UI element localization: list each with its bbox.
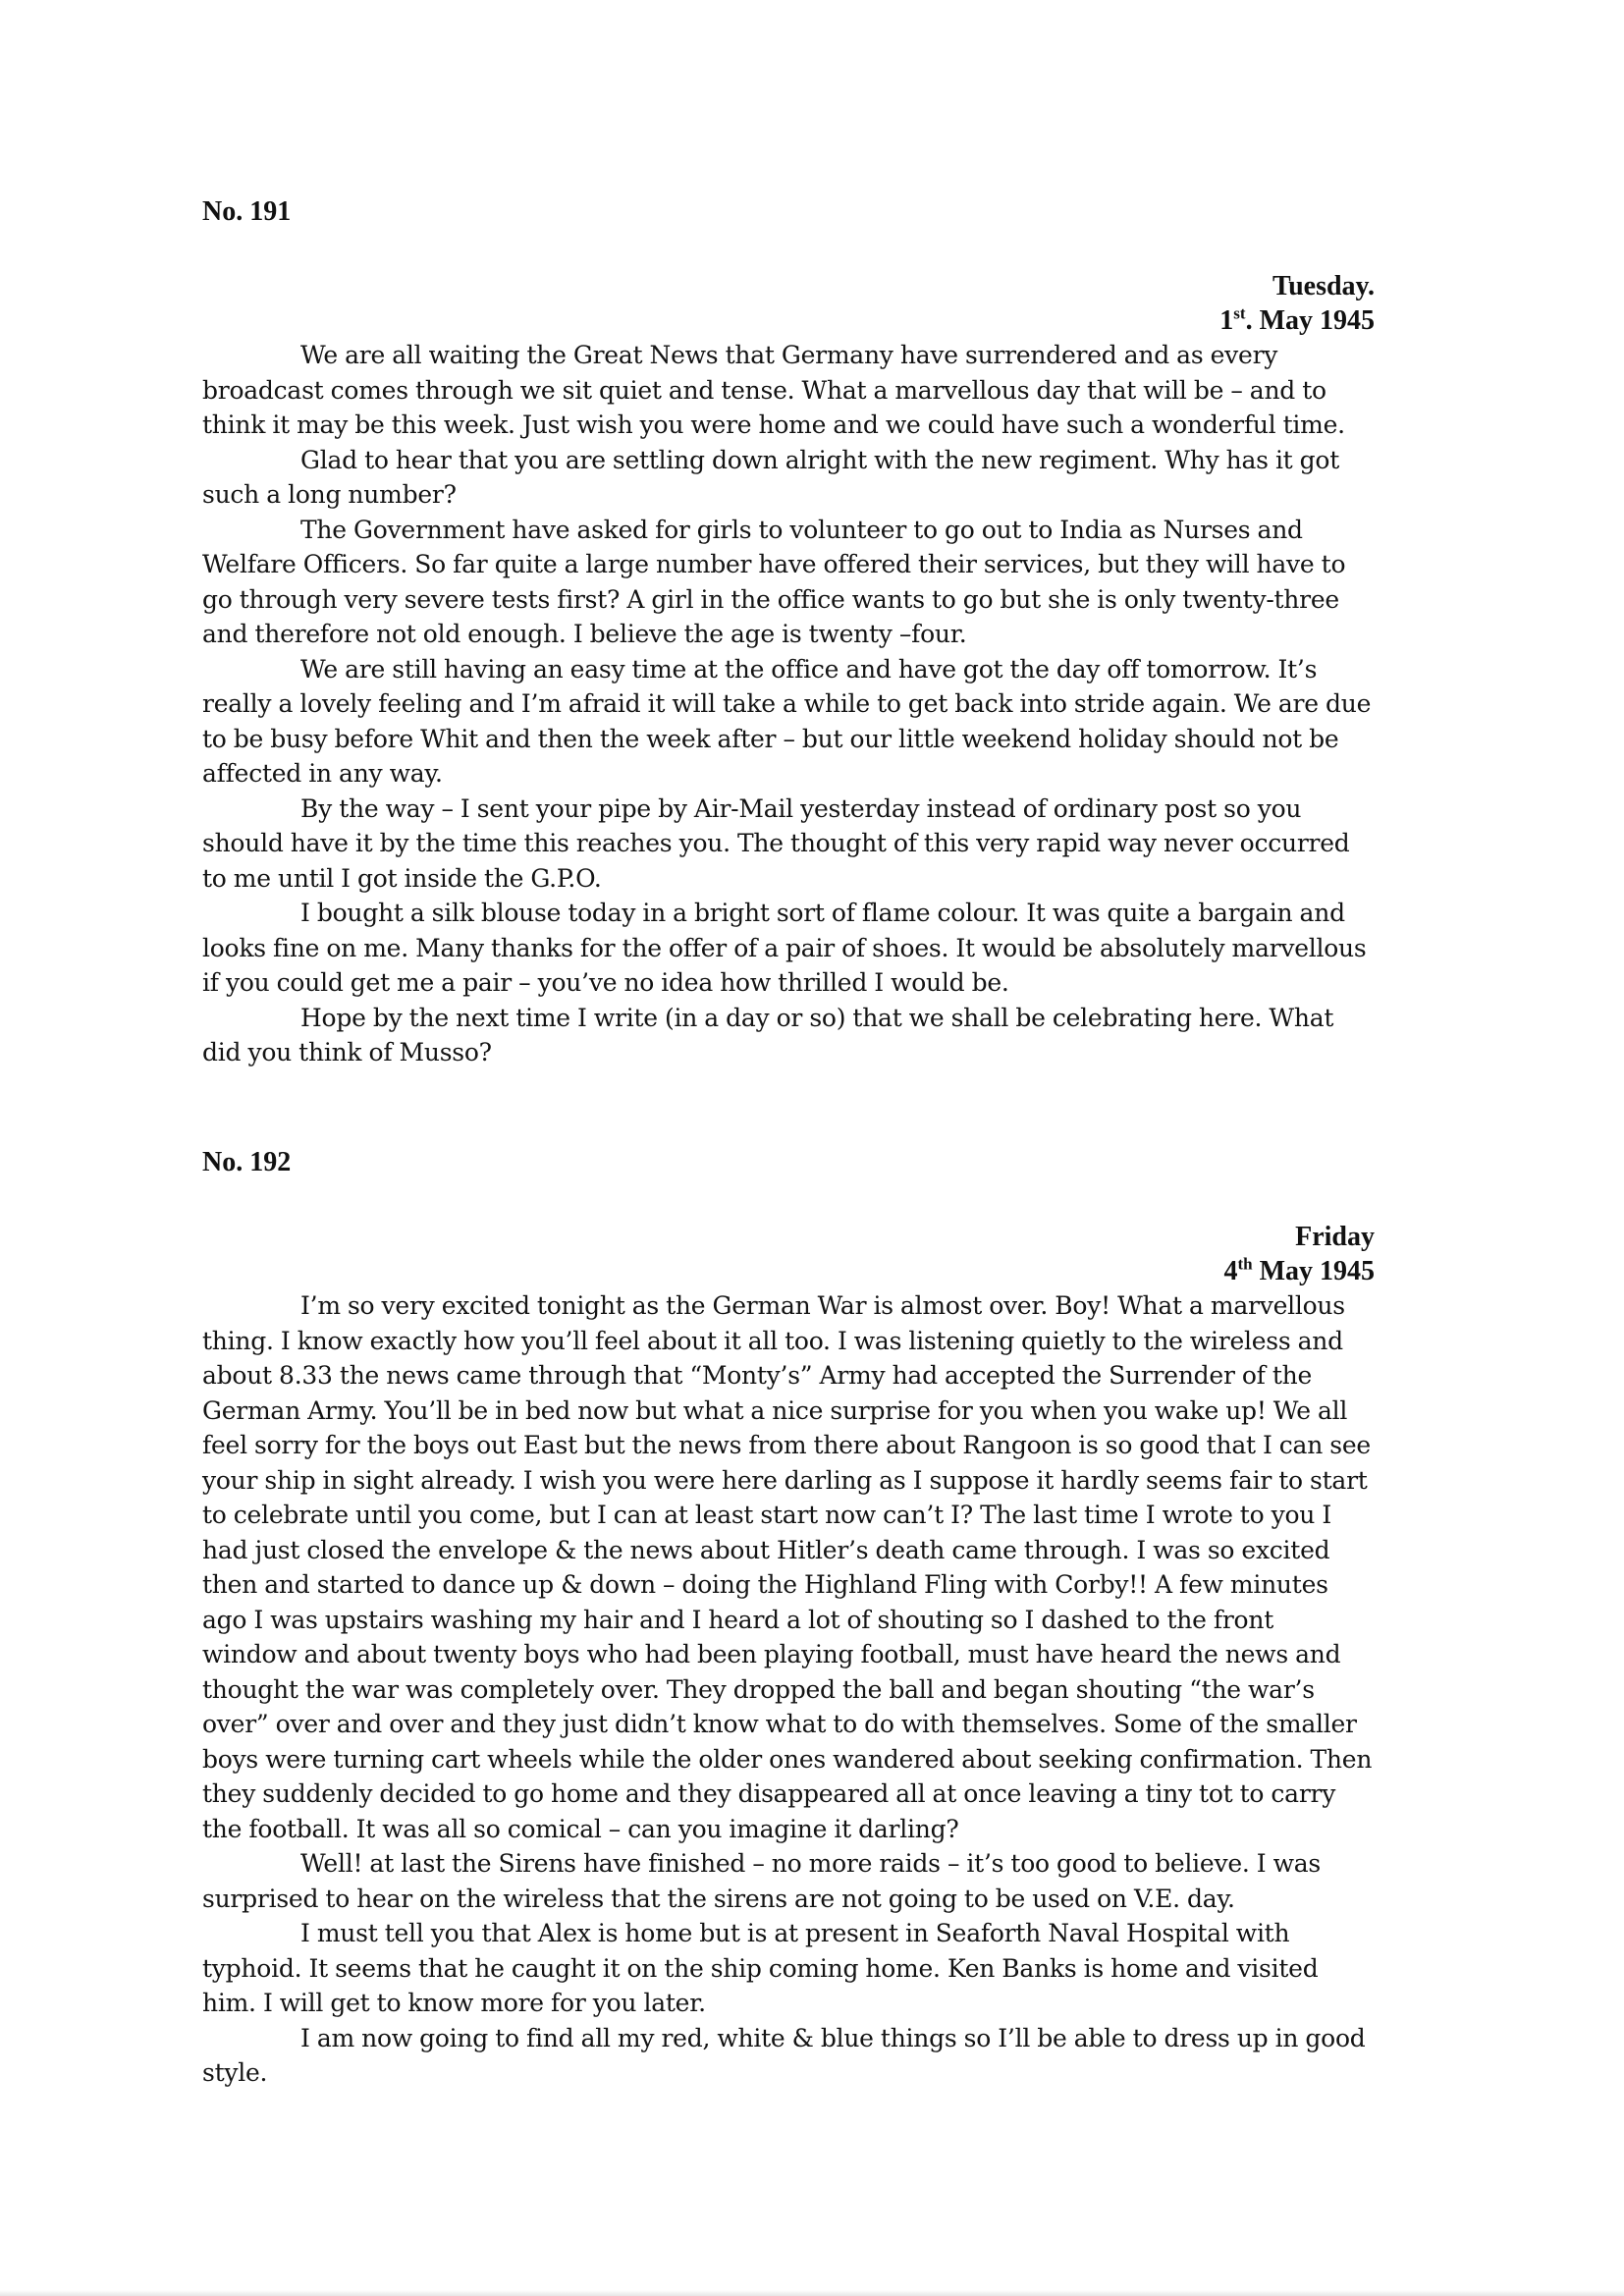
paragraph: Hope by the next time I write (in a day or so) that we shall be celebrating here. What did you think of Musso? [202, 1003, 1334, 1066]
date-ordinal: 1 [1219, 305, 1234, 336]
letter-number: No. 191 [202, 196, 292, 227]
date-month-year: . May 1945 [1245, 305, 1375, 336]
paragraph: We are all waiting the Great News that Germany have surrendered and as every broadcast comes through we sit quiet and tense. What a marvellous day that will be – and to think it may be this week. Just wish you were home and we could have such a wonderful time. [202, 341, 1345, 439]
scan-bottom-edge [0, 2290, 1624, 2296]
date-month-year: May 1945 [1252, 1256, 1375, 1286]
letter-date [202, 1220, 1375, 1288]
date-ordinal: 4 [1223, 1256, 1238, 1286]
paragraph: The Government have asked for girls to volunteer to go out to India as Nurses and Welfare Officers. So far quite a large number have offered their services, but they will have to go through very severe tests first? A girl in the office wants to go but she is only twenty-three and therefore not old enough. I believe the age is twenty –four. [202, 515, 1346, 648]
letter-day: Friday [1295, 1222, 1375, 1252]
date-suffix: th [1237, 1254, 1253, 1274]
paragraph: Well! at last the Sirens have finished – no more raids – it’s too good to believe. I was surprised to hear on the wireless that the sirens are not going to be used on V.E. day. [202, 1849, 1321, 1913]
letter-192 [202, 1145, 1375, 2091]
letter-body [202, 338, 1375, 1070]
letter-date-line [202, 1254, 1375, 1288]
paragraph: I bought a silk blouse today in a bright sort of flame colour. It was quite a bargain and looks fine on me. Many thanks for the offer of a pair of shoes. It would be absolutely marvellous if you could get me a pair – you’ve no idea how thrilled I would be. [202, 899, 1367, 997]
letter-number: No. 192 [202, 1147, 292, 1177]
paragraph: I must tell you that Alex is home but is at present in Seaforth Naval Hospital with typhoid. It seems that he caught it on the ship coming home. Ken Banks is home and visited him. I will get to know more for you later. [202, 1919, 1319, 2017]
letter-day: Tuesday. [1272, 271, 1375, 301]
letter-date [202, 269, 1375, 338]
paragraph: Glad to hear that you are settling down alright with the new regiment. Why has it got such a long number? [202, 445, 1340, 509]
paragraph: By the way – I sent your pipe by Air-Mail yesterday instead of ordinary post so you should have it by the time this reaches you. The thought of this very rapid way never occurred to me until I got inside the G.P.O. [202, 793, 1350, 893]
letter-191 [202, 194, 1375, 1070]
date-suffix: st [1233, 303, 1246, 323]
letter-date-line [202, 303, 1375, 338]
paragraph: I am now going to find all my red, white & blue things so I’ll be able to dress up in good style. [202, 2023, 1366, 2087]
paragraph: We are still having an easy time at the office and have got the day off tomorrow. It’s really a lovely feeling and I’m afraid it will take a while to get back into stride again. We are due to be busy before Whit and then the week after – but our little weekend holiday should not be affected in any way. [202, 654, 1372, 788]
letter-body [202, 1288, 1375, 2091]
paragraph: I’m so very excited tonight as the German War is almost over. Boy! What a marvellous thing. I know exactly how you’ll feel about it all too. I was listening quietly to the wireless and about 8.33 the news came through that “Monty’s” Army had accepted the Surrender of the German Army. You’ll be in bed now but what a nice surprise for you when you wake up! We all feel sorry for the boys out East but the news from there about Rangoon is so good that I can see your ship in sight already. I wish you were here darling as I suppose it hardly seems fair to start to celebrate until you come, but I can at least start now can’t I? The last time I wrote to you I had just closed the envelope & the news about Hitler’s death came through. I was so excited then and started to dance up & down – doing the Highland Fling with Corby!! A few minutes ago I was upstairs washing my hair and I heard a lot of shouting so I dashed to the front window and about twenty boys who had been playing football, must have heard the news and thought the war was completely over. They dropped the ball and began shouting “the war’s over” over and over and they just didn’t know what to do with themselves. Some of the smaller boys were turning cart wheels while the older ones wandered about seeking confirmation. Then they suddenly decided to go home and they disappeared all at once leaving a tiny tot to carry the football. It was all so comical – can you imagine it darling? [202, 1291, 1373, 1843]
